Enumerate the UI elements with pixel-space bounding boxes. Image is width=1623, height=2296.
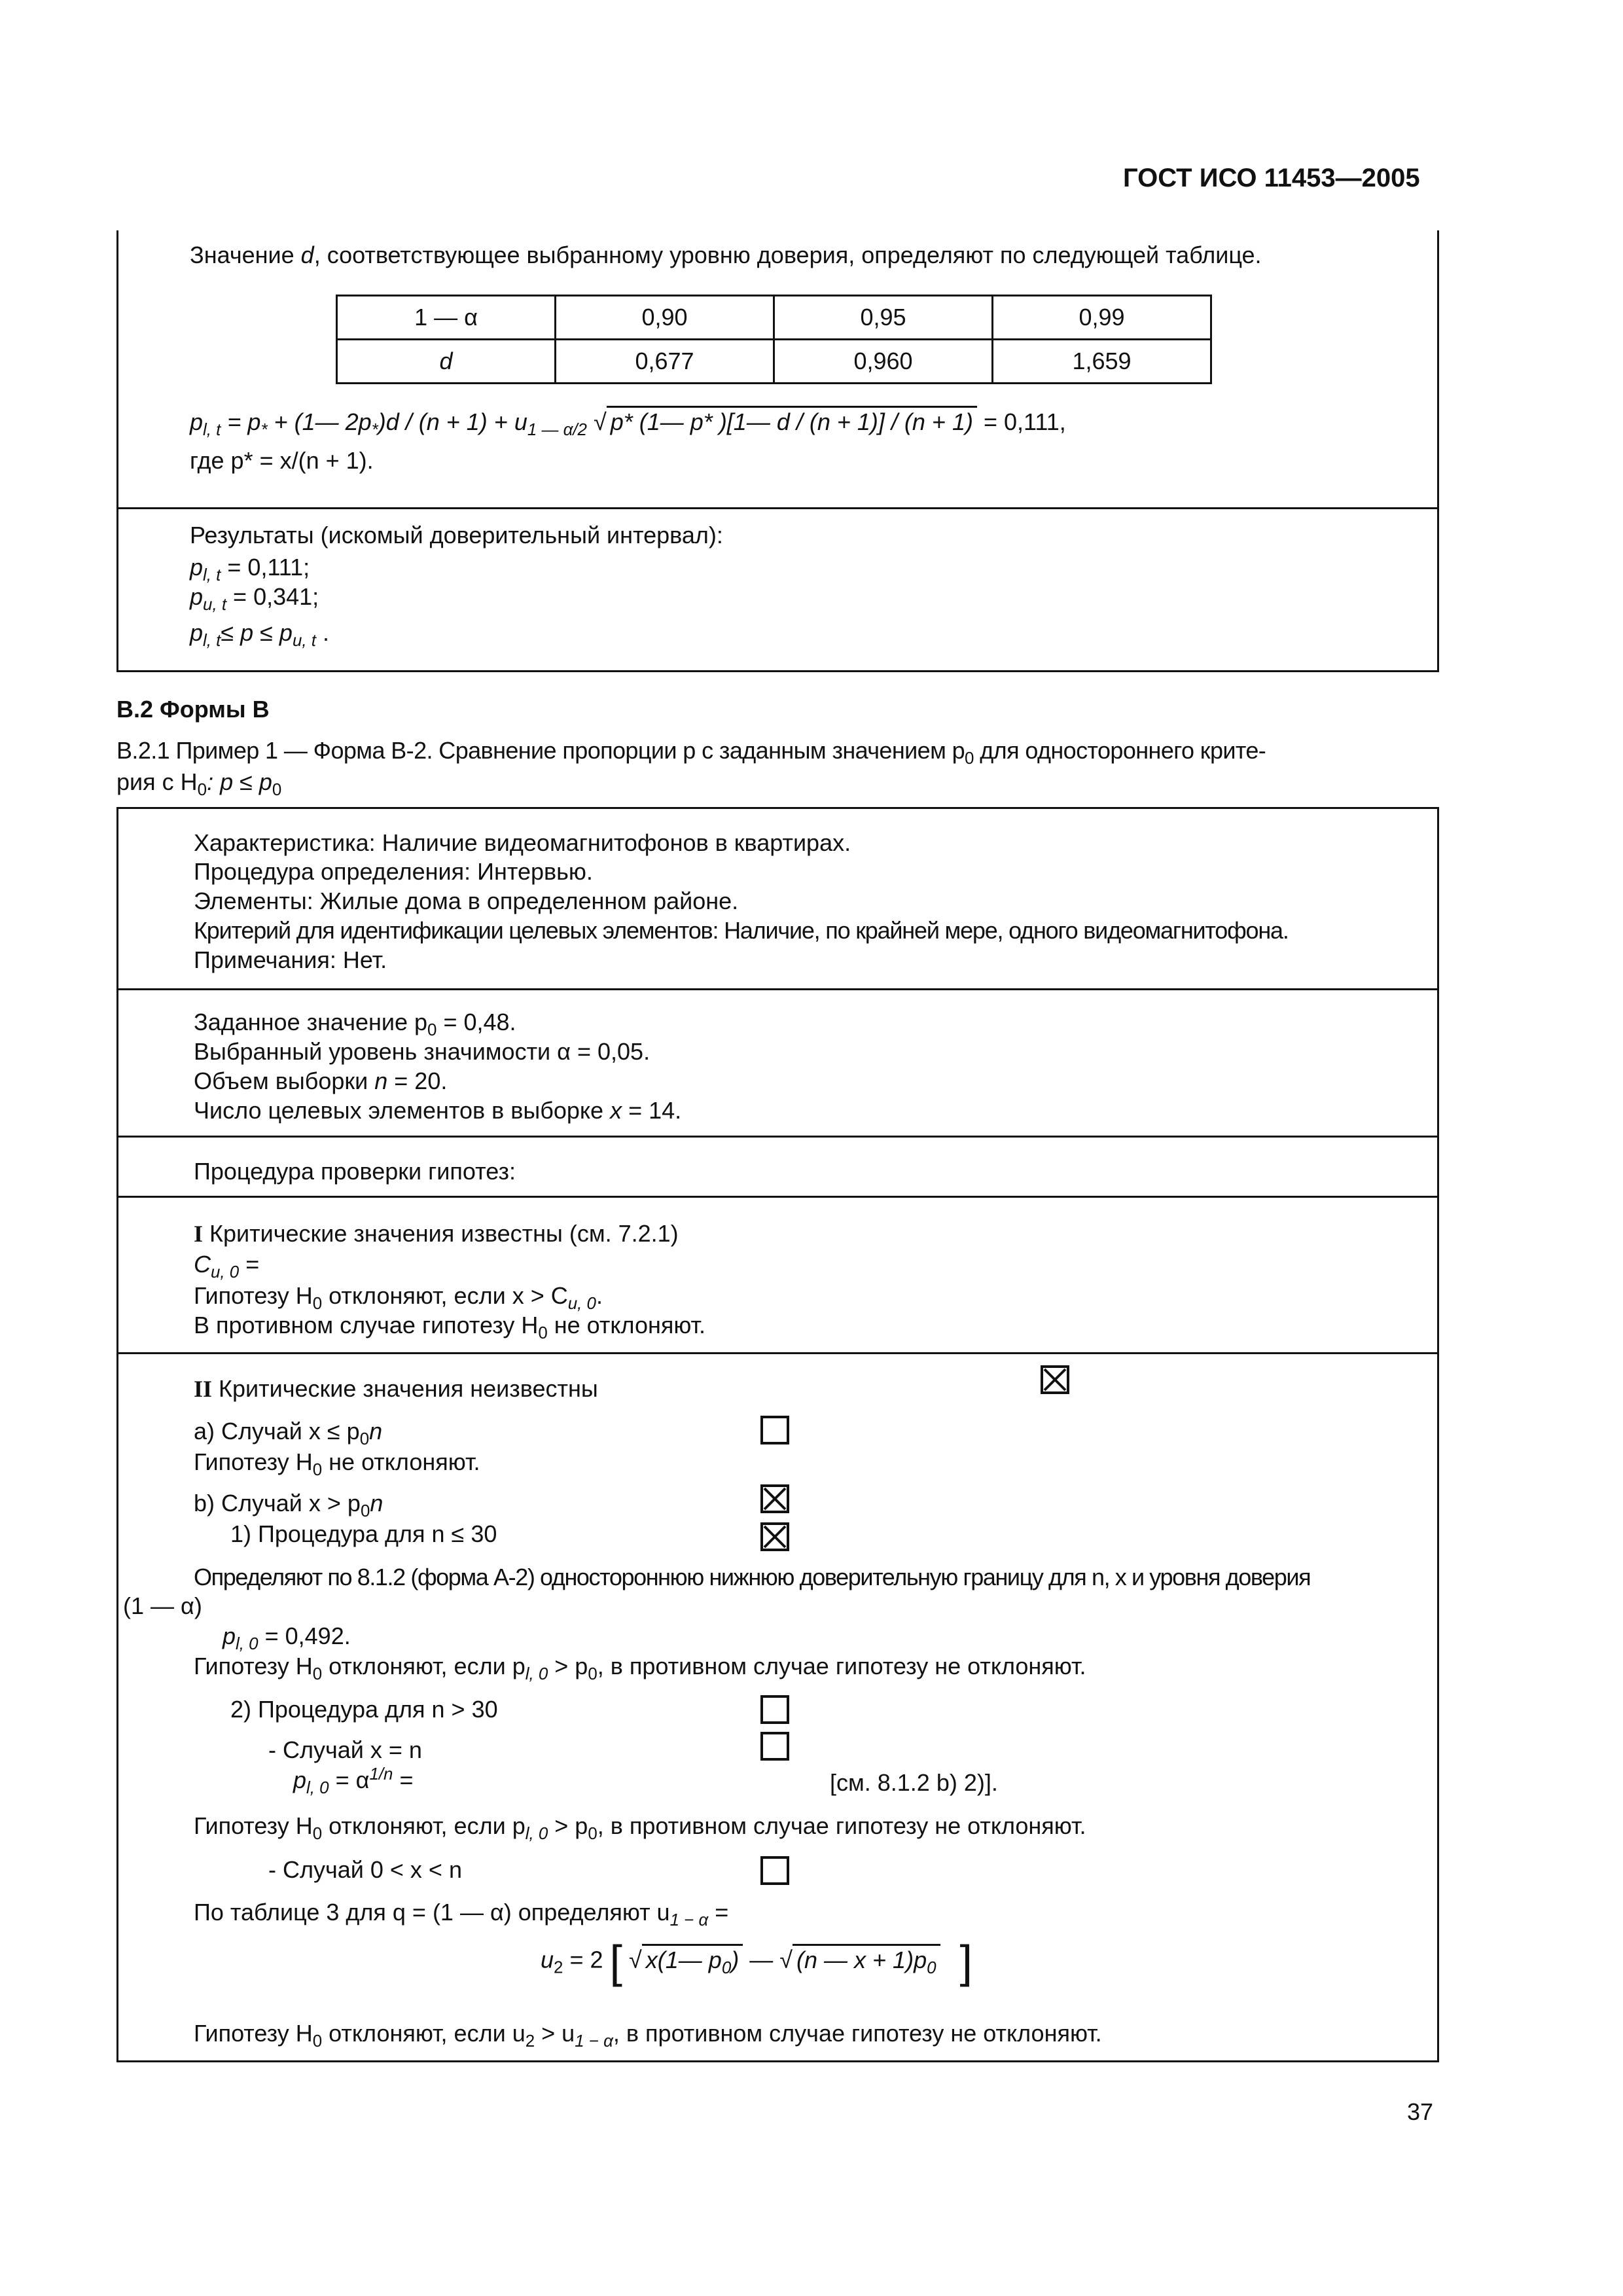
box1-line: Критерий для идентификации целевых элементов: Наличие, по крайней мере, одного видеомагнитофона. [194, 917, 1289, 944]
hypothesis-procedure-title: Процедура проверки гипотез: [194, 1158, 516, 1185]
significance-level: Выбранный уровень значимости α = 0,05. [194, 1038, 651, 1065]
table-cell: 0,960 [774, 340, 993, 384]
checkbox-case-range[interactable] [760, 1856, 789, 1885]
table-row [337, 296, 1211, 340]
procedure-gt30-label: 2) Процедура для n > 30 [230, 1696, 498, 1723]
determine-line1: Определяют по 8.1.2 (форма А-2) одностороннюю нижнюю доверительную границу для n, x и уровня доверия [194, 1564, 1311, 1590]
box1-line: Процедура определения: Интервью. [194, 858, 593, 885]
section-paragraph-line1: В.2.1 Пример 1 — Форма В-2. Сравнение пропорции p с заданным значением $p_0$ для одностороннего крите- [116, 737, 1266, 768]
given-p0: Заданное значение $p_0 = 0,48$. [194, 1009, 516, 1040]
divider-results [116, 507, 1439, 509]
results-pu: $p_{u, t} = 0,341$; [190, 583, 319, 615]
checkbox-procedure-gt30[interactable] [760, 1695, 789, 1724]
formula-where: где p* = x/(n + 1). [190, 447, 374, 474]
reject-rule-1: Гипотезу $H_0$ отклоняют, если $p_{l, 0} > p_0$, в противном случае гипотезу не отклоняют. [194, 1653, 1086, 1684]
sample-size: Объем выборки n = 20. [194, 1067, 448, 1094]
checkbox-procedure-le30[interactable] [760, 1522, 789, 1551]
table-cell: 0,99 [993, 296, 1211, 340]
divider-box3 [116, 1196, 1439, 1198]
table-cell: 1,659 [993, 340, 1211, 384]
results-inequality: $p_{l, t}\le p \le p_{u, t}$ . [190, 619, 329, 651]
checkbox-case-a[interactable] [760, 1416, 789, 1444]
critical-known-title: I Критические значения известны (см. 7.2.1) [194, 1220, 679, 1247]
table-cell: 0,95 [774, 296, 993, 340]
case-x-eq-n-formula: $p_{l, 0} = \alpha^{1/n}$ = [293, 1765, 414, 1798]
results-title: Результаты (искомый доверительный интервал): [190, 522, 723, 548]
page-number: 37 [1407, 2098, 1434, 2125]
section-heading: В.2 Формы В [116, 696, 270, 723]
case-b-label: b) Случай $x > p_0n$ [194, 1490, 383, 1521]
target-count: Число целевых элементов в выборке x = 14. [194, 1097, 682, 1124]
section-paragraph-line2: рия с $H_0$: $p \le p_0$ [116, 768, 282, 800]
checkbox-case-x-eq-n[interactable] [760, 1732, 789, 1761]
u2-formula: $u_2 = 2$ [ √ x(1— $p_0$) — √ (n — $x + 1)p_0$ ] [541, 1936, 972, 1987]
reject-rule-2: Гипотезу $H_0$ отклоняют, если $p_{l, 0} > p_0$, в противном случае гипотезу не отклоняют. [194, 1812, 1086, 1844]
box1-line: Примечания: Нет. [194, 946, 387, 973]
else-rule-known: В противном случае гипотезу $H_0$ не отклоняют. [194, 1312, 706, 1343]
determine-line2: (1 — α) [123, 1592, 202, 1619]
intro-text: Значение d, соответствующее выбранному уровню доверия, определяют по следующей таблице. [190, 242, 1262, 268]
results-pl: $p_{l, t} = 0,111$; [190, 554, 310, 585]
frame-left-top [116, 230, 118, 672]
pl0-value: $p_{l, 0} = 0,492$. [223, 1623, 351, 1654]
checkbox-critical-unknown[interactable] [1041, 1365, 1069, 1394]
table-cell: 0,677 [556, 340, 774, 384]
d-table [336, 295, 1212, 384]
case-x-eq-n-label: - Случай x = n [268, 1736, 422, 1763]
frame-right-top [1437, 230, 1439, 672]
checkbox-case-b[interactable] [760, 1484, 789, 1513]
case-a-label: a) Случай $x \le p_0n$ [194, 1418, 383, 1449]
confidence-formula: $p_{l, t} = p_*$ + (1— $2p_*)d / (n + 1) + u_{1 — \alpha/2}$ √ p* (1— p* )[1— d / (n + 1)] / (n + 1) = 0,111, [190, 406, 1066, 437]
table-cell: d [337, 340, 556, 384]
box1-line: Характеристика: Наличие видеомагнитофонов в квартирах. [194, 829, 851, 856]
procedure-le30-label: 1) Процедура для n ≤ 30 [230, 1520, 497, 1547]
reject-rule-known: Гипотезу $H_0$ отклоняют, если $x > C_{u, 0}$. [194, 1282, 603, 1314]
case-x-eq-n-ref: [см. 8.1.2 b) 2)]. [830, 1769, 998, 1796]
reject-rule-3: Гипотезу $H_0$ отклоняют, если $u_2 > u_{1 - \alpha}$, в противном случае гипотезу не отклоняют. [194, 2020, 1102, 2051]
table-cell: 0,90 [556, 296, 774, 340]
critical-unknown-title: II Критические значения неизвестны [194, 1375, 598, 1402]
case-range-label: - Случай 0 < x < n [268, 1856, 462, 1883]
document-id: ГОСТ ИСО 11453—2005 [1123, 164, 1420, 192]
divider-box4 [116, 1352, 1439, 1354]
table3-line: По таблице 3 для q = (1 — α) определяют $u_{1 - \alpha}$ = [194, 1899, 729, 1930]
case-a-hypothesis: Гипотезу $H_0$ не отклоняют. [194, 1448, 480, 1480]
frame-bottom-top [116, 670, 1439, 672]
table-cell: 1 — α [337, 296, 556, 340]
divider-box2 [116, 1136, 1439, 1138]
cu0-line: $C_{u, 0}$ = [194, 1251, 260, 1282]
table-row [337, 340, 1211, 384]
divider-box1 [116, 988, 1439, 990]
box1-line: Элементы: Жилые дома в определенном районе. [194, 888, 739, 914]
